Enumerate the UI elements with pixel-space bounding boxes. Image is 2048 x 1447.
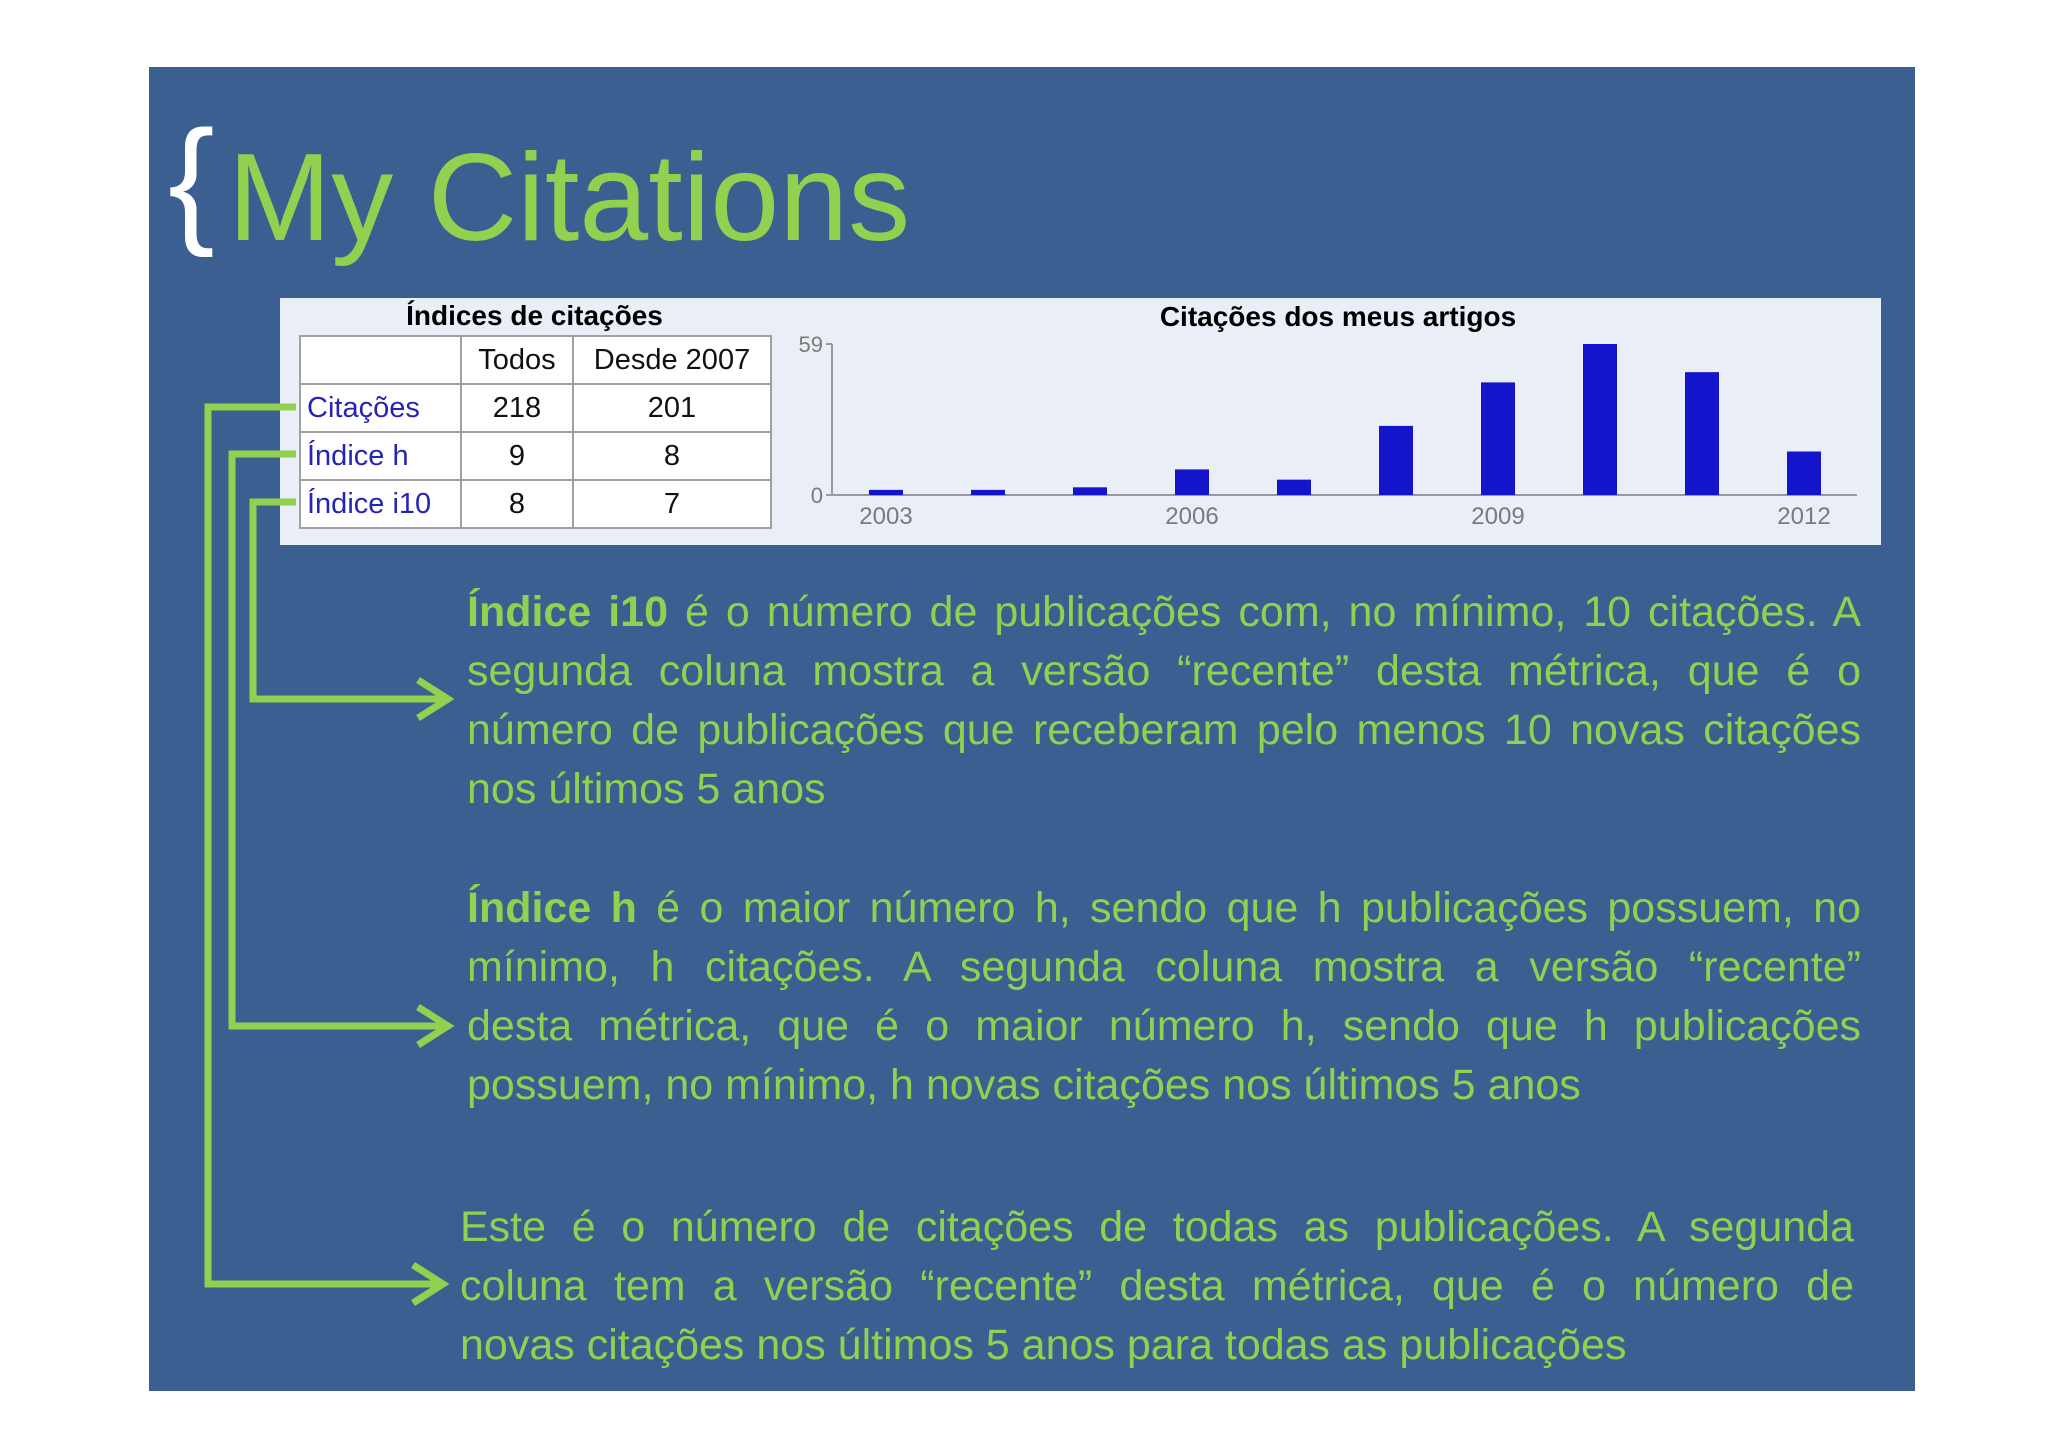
term-indice-h: Índice h: [467, 884, 637, 932]
x-tick-label: 2003: [859, 503, 913, 530]
cell-value: 8: [461, 480, 573, 528]
bar-2008: [1379, 426, 1413, 495]
column-header-desde-2007: Desde 2007: [573, 336, 771, 384]
cell-value: 201: [573, 384, 771, 432]
y-tick-label: 0: [810, 483, 823, 508]
table-row: [300, 480, 771, 528]
table-row: [300, 432, 771, 480]
paragraph-indice-i10: [467, 583, 1861, 819]
y-tick-label: 59: [798, 332, 823, 357]
bar-2010: [1583, 344, 1617, 495]
row-label-indice-i10[interactable]: Índice i10: [300, 480, 461, 528]
x-tick-label: 2012: [1777, 503, 1831, 530]
paragraph-line: possuem, no mínimo, h novas citações nos últimos 5 anos: [467, 1061, 1581, 1109]
cell-value: 9: [461, 432, 573, 480]
x-tick-label: 2006: [1165, 503, 1219, 530]
line-text: é o maior número h, sendo que h publicações possuem, no: [656, 884, 1862, 932]
paragraph-citacoes: [460, 1198, 1854, 1375]
table-corner-cell: [300, 336, 461, 384]
term-indice-i10: Índice i10: [467, 588, 669, 636]
column-header-todos: Todos: [461, 336, 573, 384]
paragraph-line: segunda coluna mostra a versão “recente” desta métrica, que é o: [467, 647, 1861, 695]
cell-value: 218: [461, 384, 573, 432]
paragraph-line: coluna tem a versão “recente” desta métrica, que é o número de: [460, 1262, 1854, 1310]
x-tick-label: 2009: [1471, 503, 1525, 530]
bar-2006: [1175, 469, 1209, 495]
paragraph-line: desta métrica, que é o maior número h, sendo que h publicações: [467, 1002, 1861, 1050]
paragraph-indice-h: [467, 879, 1861, 1115]
paragraph-line: [467, 879, 1861, 938]
paragraph-line: novas citações nos últimos 5 anos para todas as publicações: [460, 1321, 1627, 1369]
citation-index-table: [299, 335, 772, 529]
bar-2007: [1277, 480, 1311, 495]
paragraph-line: número de publicações que receberam pelo menos 10 novas citações: [467, 706, 1861, 754]
scholar-screenshot-panel: [280, 298, 1881, 545]
row-label-citacoes[interactable]: Citações: [300, 384, 461, 432]
bar-2009: [1481, 382, 1515, 495]
bar-2004: [971, 490, 1005, 495]
cell-value: 7: [573, 480, 771, 528]
paragraph-line: nos últimos 5 anos: [467, 765, 826, 813]
title-brace: {: [168, 101, 215, 258]
table-header-row: [300, 336, 771, 384]
line-text: é o número de publicações com, no mínimo, 10 citações. A: [685, 588, 1862, 636]
bar-2011: [1685, 372, 1719, 495]
citation-table-title: Índices de citações: [406, 300, 663, 331]
table-row: [300, 384, 771, 432]
bar-series: [869, 344, 1821, 495]
chart-title: Citações dos meus artigos: [1159, 301, 1517, 332]
bar-2005: [1073, 487, 1107, 495]
paragraph-line: Este é o número de citações de todas as publicações. A segunda: [460, 1203, 1854, 1251]
paragraph-line: mínimo, h citações. A segunda coluna mostra a versão “recente”: [467, 943, 1861, 991]
bar-2012: [1787, 451, 1821, 495]
axis-ticks: [799, 332, 1831, 530]
citations-bar-chart: [780, 298, 1881, 545]
paragraph-line: [467, 583, 1861, 642]
cell-value: 8: [573, 432, 771, 480]
page-title: My Citations: [228, 129, 911, 267]
row-label-indice-h[interactable]: Índice h: [300, 432, 461, 480]
bar-2003: [869, 490, 903, 495]
